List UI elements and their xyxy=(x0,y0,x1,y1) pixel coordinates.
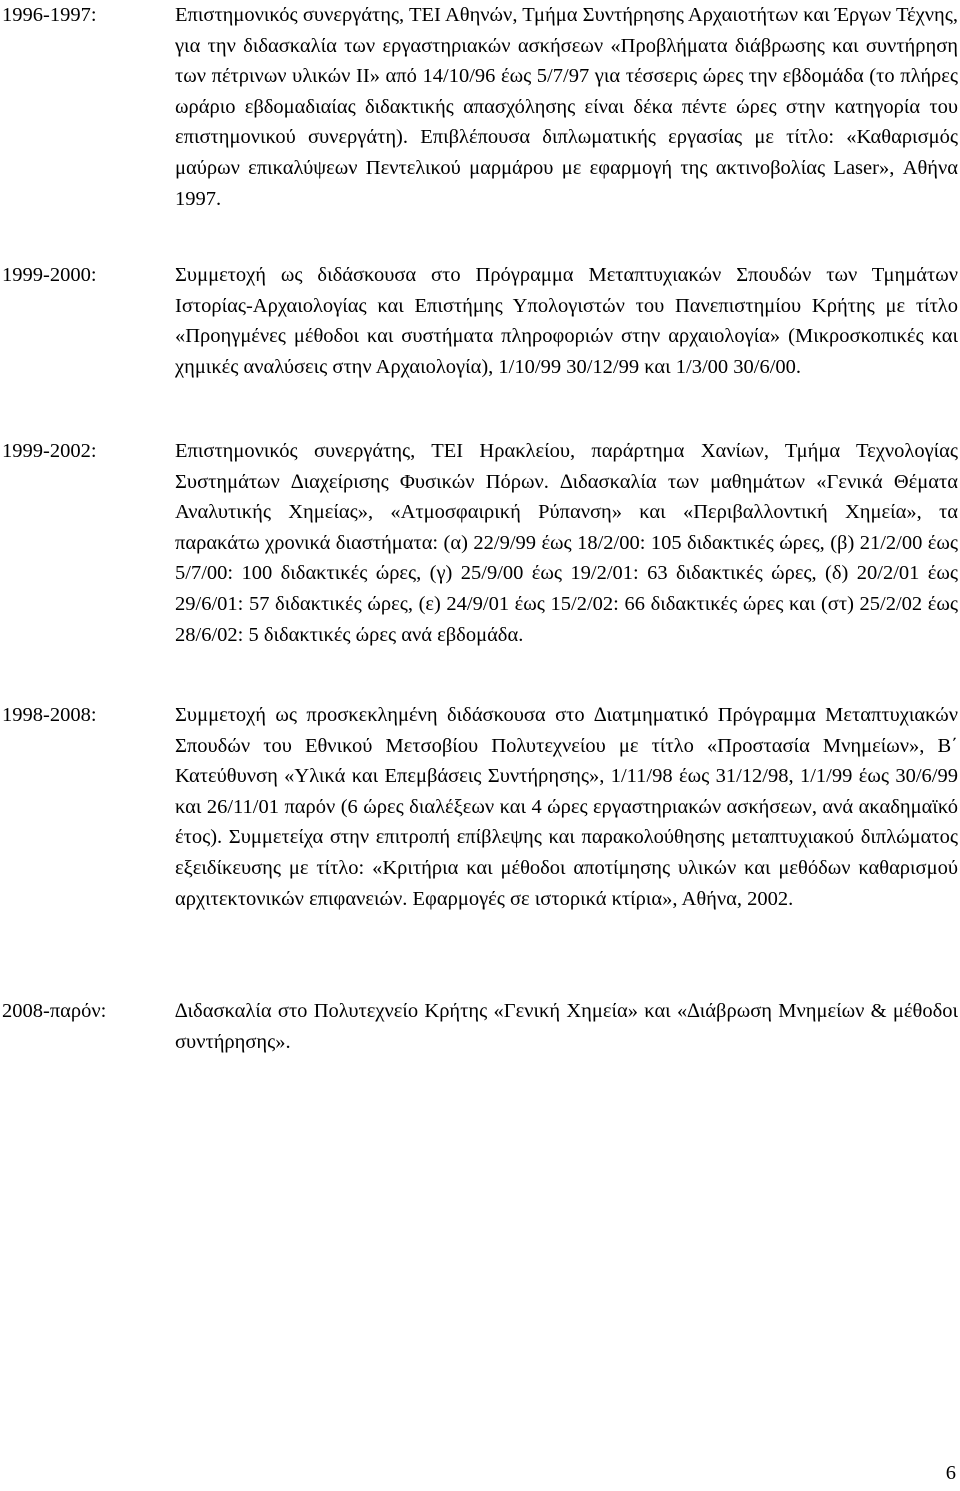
entry-date: 1998-2008: xyxy=(2,704,97,726)
entry-date: 2008-παρόν: xyxy=(2,1000,107,1022)
page-number: 6 xyxy=(945,1462,956,1484)
entry-text: Συμμετοχή ως προσκεκλημένη διδάσκουσα στο ∆ιατμηματικό Πρόγραμμα Μεταπτυχιακών Σπουδών του Εθνικού Μετσοβίου Πολυτεχνείου με τίτλο «Προστασία Μνημείων», Β΄ Κατεύθυνση «Υλικά και Επεμβάσεις Συντήρησης», 1/11/98 έως 31/12/98, 1/1/99 έως 30/6/99 και 26/11/01 παρόν (6 ώρες διαλέξεων και 4 ώρες εργαστηριακών ασκήσεων, ανά ακαδημαϊκό έτος). Συμμετείχα στην επιτροπή επίβλεψης και παρακολούθησης μεταπτυχιακού διπλώματος εξειδίκευσης με τίτλο: «Κριτήρια και μέθοδοι αποτίμησης υλικών και μεθόδων καθαρισμού αρχιτεκτονικών επιφανειών. Εφαρμογές σε ιστορικά κτίρια», Αθήνα, 2002. xyxy=(175,704,958,910)
entry-date: 1999-2002: xyxy=(2,440,97,462)
entry-text: Συμμετοχή ως διδάσκουσα στο Πρόγραμμα Μεταπτυχιακών Σπουδών των Τμημάτων Ιστορίας-Αρχαιολογίας και Επιστήμης Υπολογιστών του Πανεπιστημίου Κρήτης με τίτλο «Προηγμένες μέθοδοι και συστήματα πληροφοριών στην αρχαιολογία» (Μικροσκοπικές και χημικές αναλύσεις στην Αρχαιολογία), 1/10/99 30/12/99 και 1/3/00 30/6/00. xyxy=(175,264,958,378)
entry-date: 1996-1997: xyxy=(2,4,97,26)
entry-date: 1999-2000: xyxy=(2,264,97,286)
entry-text: ∆ιδασκαλία στο Πολυτεχνείο Κρήτης «Γενική Χημεία» και «∆ιάβρωση Μνημείων & μέθοδοι συντήρησης». xyxy=(175,1000,958,1053)
entry-text: Επιστημονικός συνεργάτης, ΤΕΙ Ηρακλείου, παράρτημα Χανίων, Τμήμα Τεχνολογίας Συστημάτων ∆ιαχείρισης Φυσικών Πόρων. ∆ιδασκαλία των μαθημάτων «Γενικά Θέματα Αναλυτικής Χημείας», «Ατμοσφαιρική Ρύπανση» και «Περιβαλλοντική Χημεία», τα παρακάτω χρονικά διαστήματα: (α) 22/9/99 έως 18/2/00: 105 διδακτικές ώρες, (β) 21/2/00 έως 5/7/00: 100 διδακτικές ώρες, (γ) 25/9/00 έως 19/2/01: 63 διδακτικές ώρες, (δ) 20/2/01 έως 29/6/01: 57 διδακτικές ώρες, (ε) 24/9/01 έως 15/2/02: 66 διδακτικές ώρες και (στ) 25/2/02 έως 28/6/02: 5 διδακτικές ώρες ανά εβδομάδα. xyxy=(175,440,958,646)
entry-text: Επιστημονικός συνεργάτης, ΤΕΙ Αθηνών, Τμήμα Συντήρησης Αρχαιοτήτων και Έργων Τέχνης, για την διδασκαλία των εργαστηριακών ασκήσεων «Προβλήματα διάβρωσης και συντήρηση των πέτρινων υλικών ΙΙ» από 14/10/96 έως 5/7/97 για τέσσερις ώρες την εβδομάδα (το πλήρες ωράριο εβδομαδιαίας διδακτικής απασχόλησης είναι δέκα πέντε ώρες στην κατηγορία του επιστημονικού συνεργάτη). Επιβλέπουσα διπλωματικής εργασίας με τίτλο: «Καθαρισμός μαύρων επικαλύψεων Πεντελικού μαρμάρου με εφαρμογή της ακτινοβολίας Laser», Αθήνα 1997. xyxy=(175,4,958,210)
